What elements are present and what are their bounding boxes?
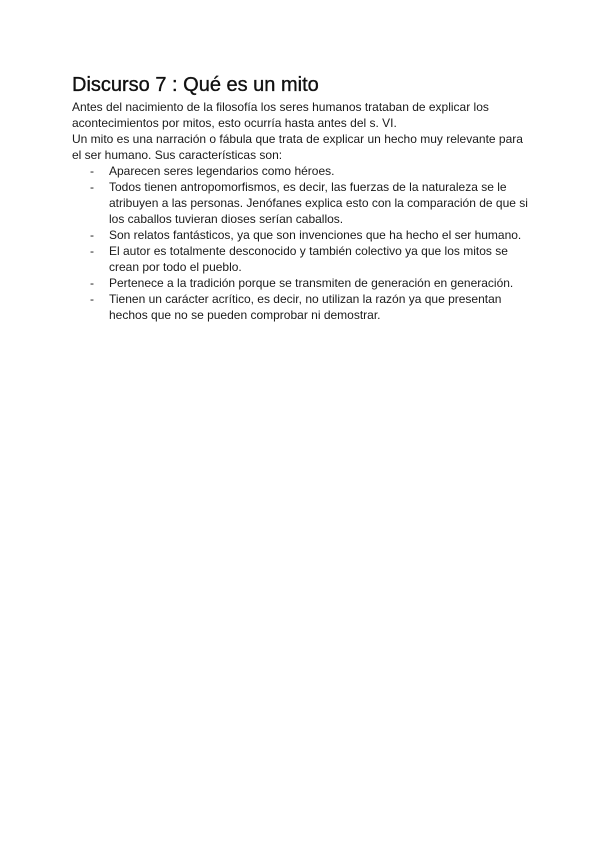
intro-paragraph: Antes del nacimiento de la filosofía los seres humanos trataban de explicar los acontecimientos por mitos, esto ocurría hasta antes del s. VI. <box>72 100 489 130</box>
list-item <box>72 227 532 243</box>
definition-paragraph: Un mito es una narración o fábula que trata de explicar un hecho muy relevante para el ser humano. Sus características son: <box>72 132 523 162</box>
list-item-text: Aparecen seres legendarios como héroes. <box>109 164 335 178</box>
list-item <box>72 275 532 291</box>
list-item-text: Pertenece a la tradición porque se transmiten de generación en generación. <box>109 276 514 290</box>
bullet-dash: - <box>90 228 94 242</box>
bullet-dash: - <box>90 292 94 306</box>
list-item <box>72 163 532 179</box>
bullet-dash: - <box>90 164 94 178</box>
document-page <box>72 72 532 323</box>
list-item <box>72 291 532 323</box>
list-item-text: Tienen un carácter acrítico, es decir, no utilizan la razón ya que presentan hechos que no se pueden comprobar ni demostrar. <box>109 292 502 322</box>
characteristics-list <box>72 163 532 323</box>
list-item-text: Son relatos fantásticos, ya que son invenciones que ha hecho el ser humano. <box>109 228 522 242</box>
bullet-dash: - <box>90 244 94 258</box>
document-title: Discurso 7 : Qué es un mito <box>72 74 319 96</box>
bullet-dash: - <box>90 276 94 290</box>
list-item <box>72 243 532 275</box>
list-item <box>72 179 532 227</box>
list-item-text: Todos tienen antropomorfismos, es decir, las fuerzas de la naturaleza se le atribuyen a las personas. Jenófanes explica esto con la comparación de que si los caballos tuvieran dioses serían caballos. <box>109 180 528 226</box>
list-item-text: El autor es totalmente desconocido y también colectivo ya que los mitos se crean por todo el pueblo. <box>109 244 508 274</box>
bullet-dash: - <box>90 180 94 194</box>
